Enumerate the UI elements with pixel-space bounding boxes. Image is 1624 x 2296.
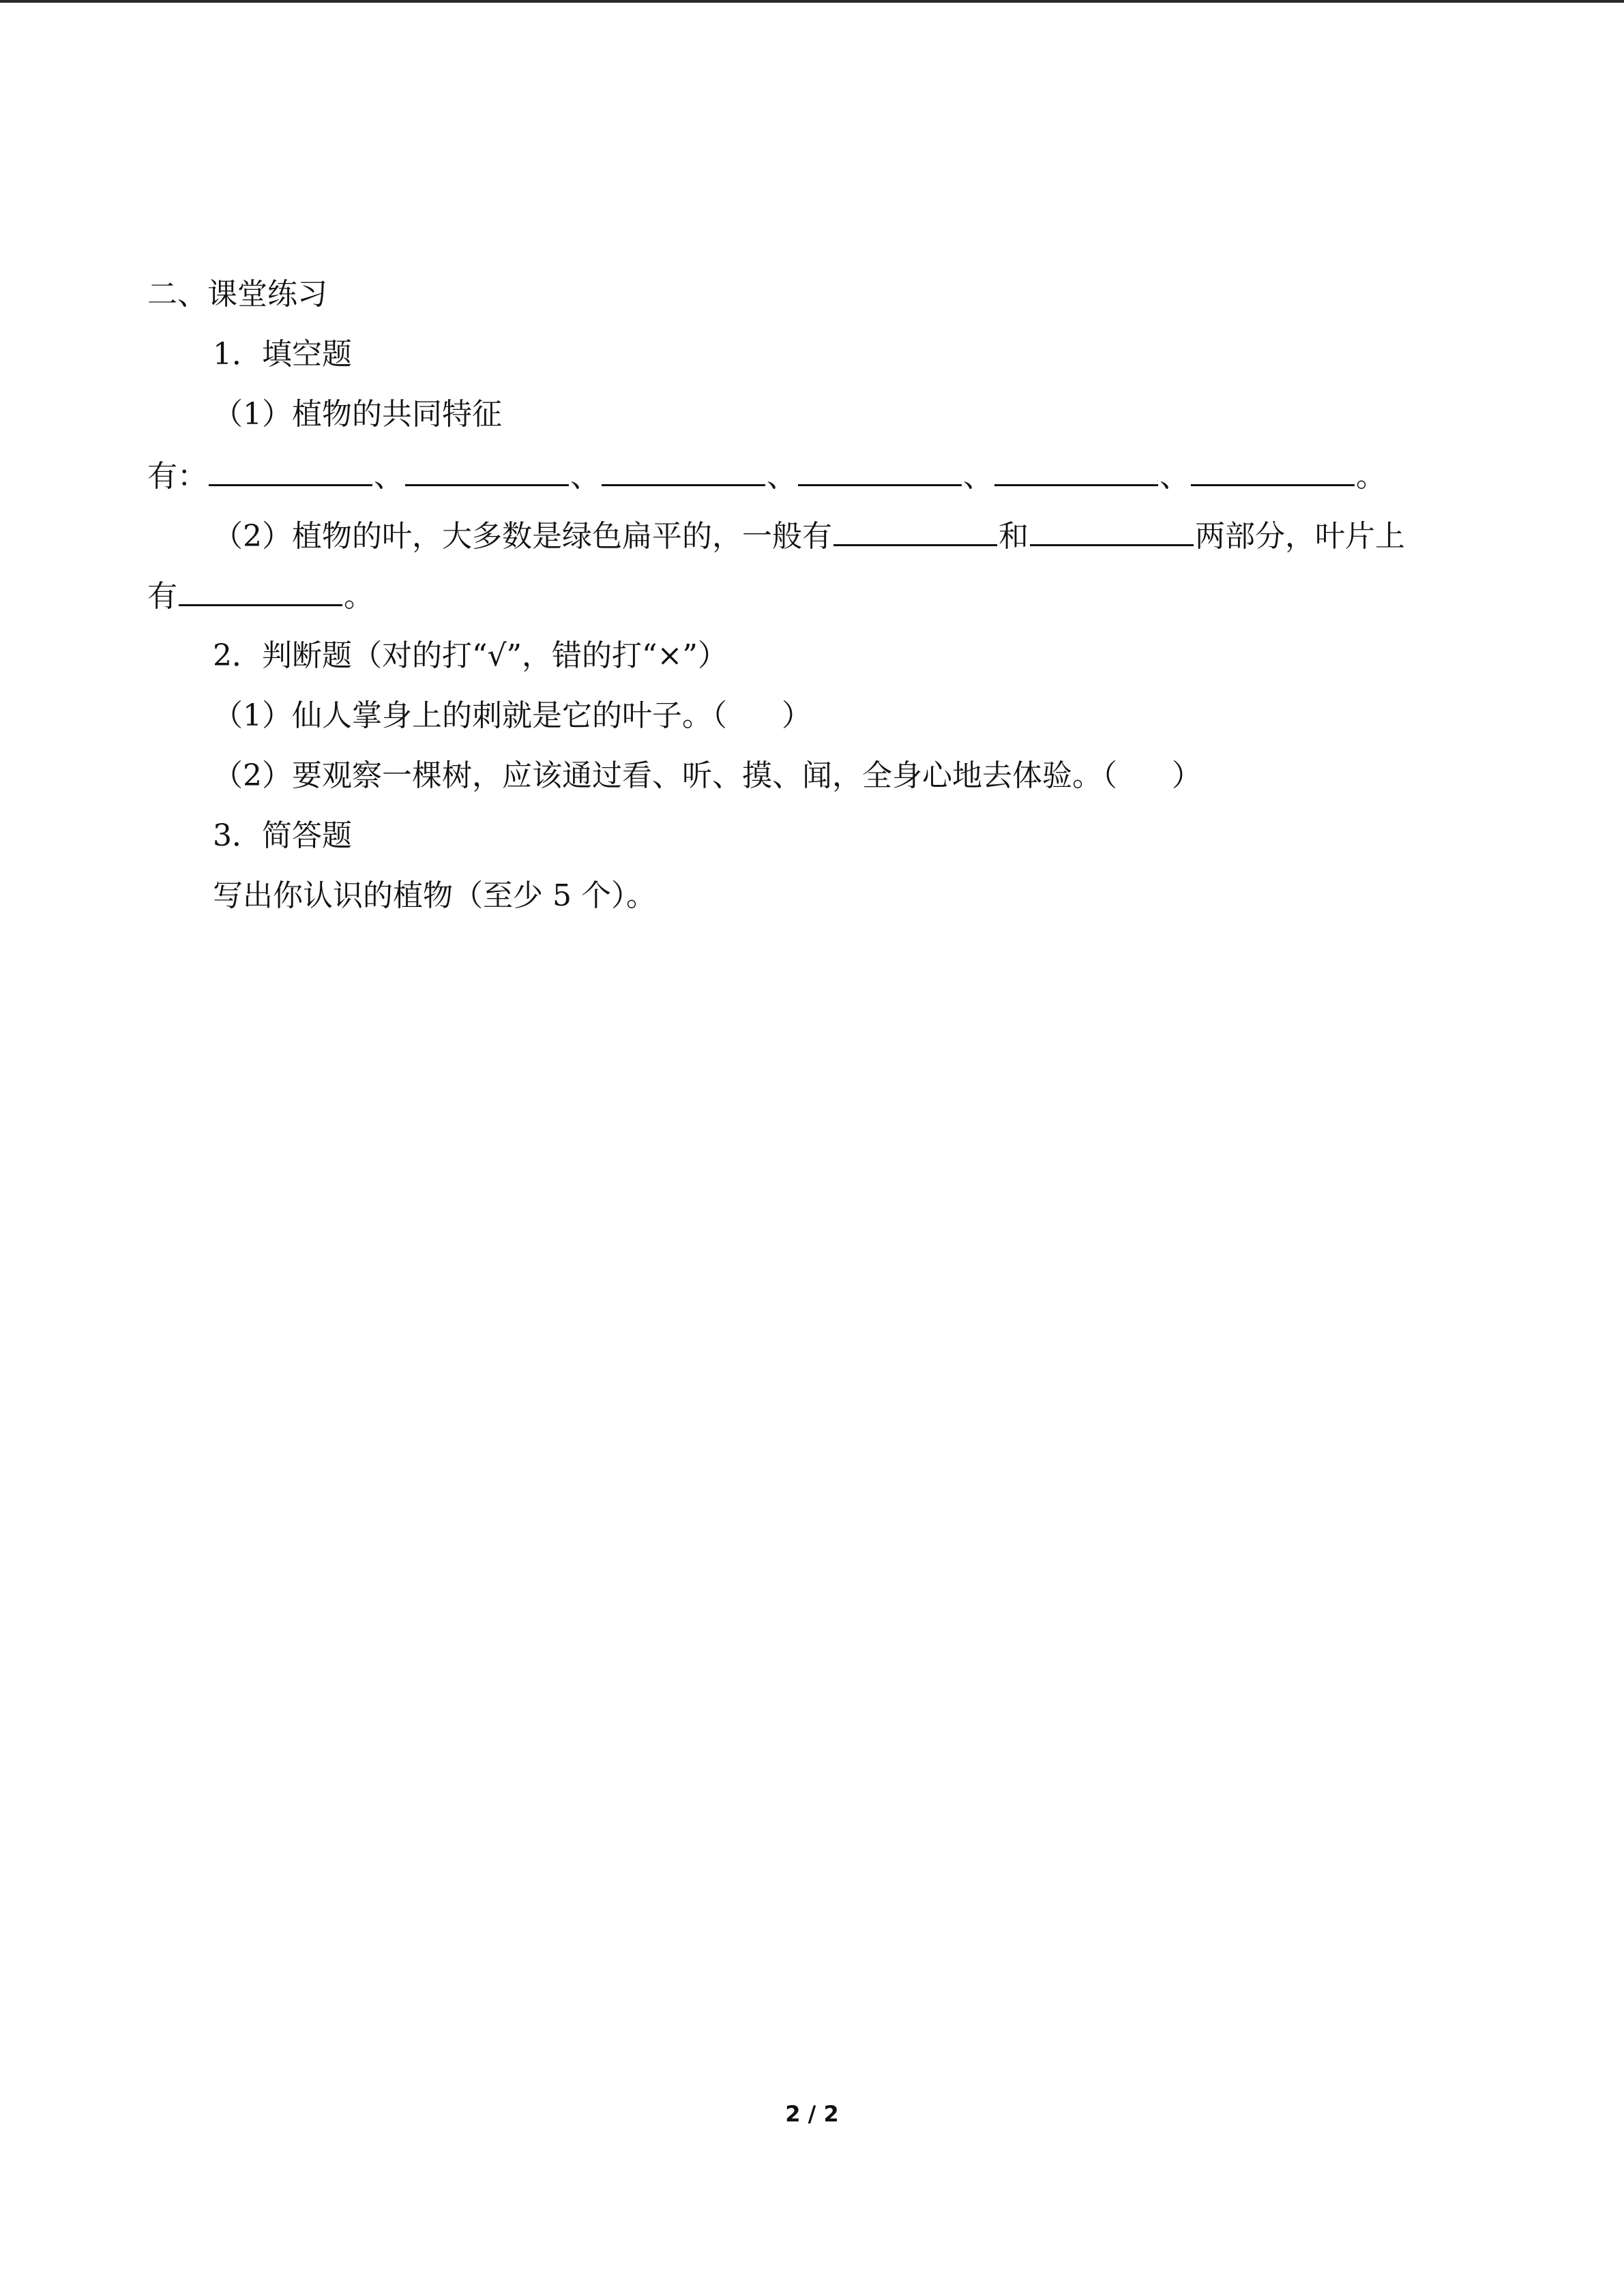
answer-blank[interactable] xyxy=(994,457,1158,486)
q2-item1-text: （1）仙人掌身上的刺就是它的叶子。（ xyxy=(213,698,727,733)
q1-item2-continuation: 有 xyxy=(147,579,177,614)
q1-item1-prompt: （1）植物的共同特征 xyxy=(213,397,502,432)
separator: 、 xyxy=(767,459,797,494)
separator: 、 xyxy=(963,459,993,494)
answer-blank[interactable] xyxy=(405,457,569,486)
q1-item2-text-a: （2）植物的叶，大多数是绿色扁平的，一般有 xyxy=(213,519,832,554)
answer-blank[interactable] xyxy=(798,457,962,486)
separator: 、 xyxy=(570,459,600,494)
q1-item1-blanks-line xyxy=(147,457,1386,495)
q2-item2-line xyxy=(213,757,1202,795)
answer-blank[interactable] xyxy=(1030,517,1194,546)
period: 。 xyxy=(344,579,374,614)
answer-blank[interactable] xyxy=(179,577,342,606)
period: 。 xyxy=(1356,459,1386,494)
q3-heading: 3．简答题 xyxy=(213,818,352,853)
section-title: 二、课堂练习 xyxy=(147,277,327,312)
separator: 、 xyxy=(1160,459,1190,494)
q2-item2-text: （2）要观察一棵树，应该通过看、听、摸、闻，全身心地去体验。（ xyxy=(213,758,1117,793)
answer-blank[interactable] xyxy=(602,457,765,486)
close-paren: ） xyxy=(782,698,812,733)
q1-heading: 1．填空题 xyxy=(213,337,352,372)
answer-blank[interactable] xyxy=(1191,457,1355,486)
separator: 、 xyxy=(374,459,404,494)
q2-item1-line xyxy=(213,697,812,735)
page-number: 2 / 2 xyxy=(785,2101,839,2127)
answer-blank[interactable] xyxy=(833,517,997,546)
answer-blank[interactable] xyxy=(209,457,372,486)
q1-item1-continuation: 有： xyxy=(147,459,207,494)
close-paren: ） xyxy=(1172,758,1202,793)
q1-item2-cont-line xyxy=(147,577,374,615)
top-border xyxy=(0,0,1624,3)
q1-item2-line xyxy=(213,517,1405,555)
q1-item2-text-b: 两部分，叶片上 xyxy=(1195,519,1405,554)
q1-item2-and: 和 xyxy=(999,519,1029,554)
q3-prompt: 写出你认识的植物（至少 5 个）。 xyxy=(213,878,656,913)
q2-heading: 2．判断题（对的打“√”，错的打“×”） xyxy=(213,638,728,673)
